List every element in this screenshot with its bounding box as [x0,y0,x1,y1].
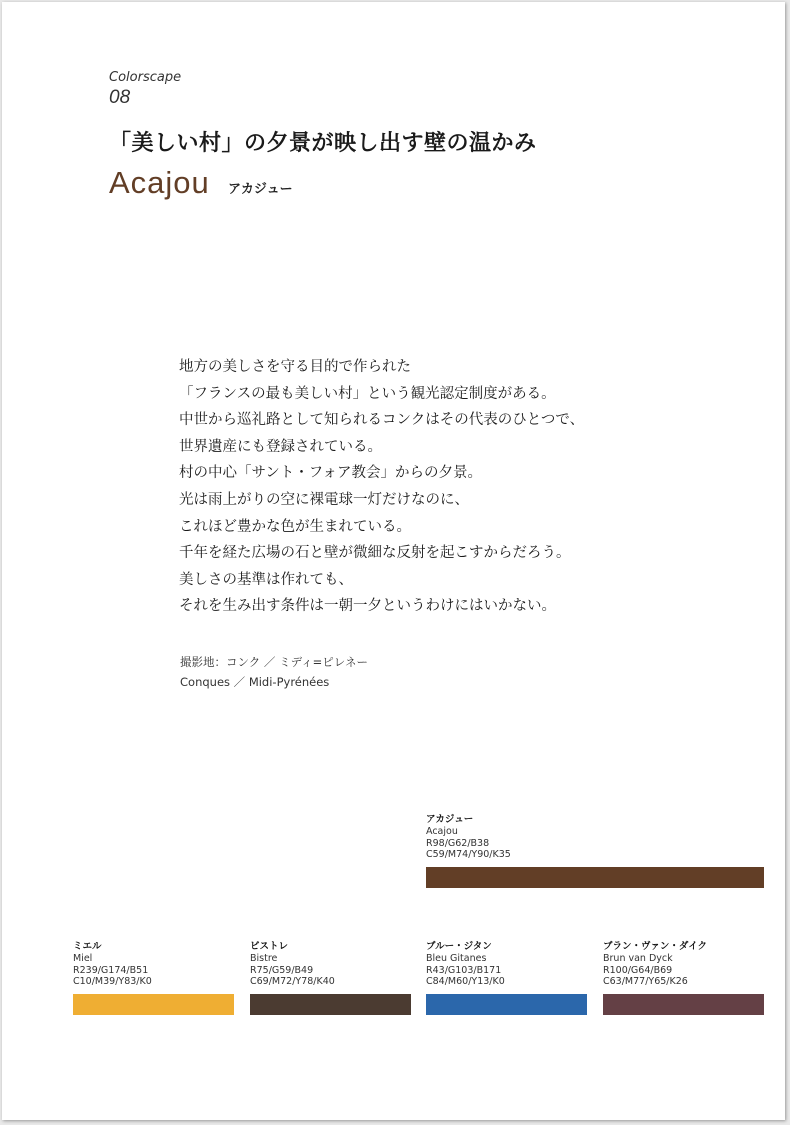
body-line: 「フランスの最も美しい村」という観光認定制度がある。 [179,385,556,402]
swatch-bistre-bar [250,994,411,1015]
location-ja: 撮影地：コンク ／ ミディ=ピレネー [180,655,368,669]
swatch-bistre-info [250,941,335,988]
swatch-main-bar [426,867,764,888]
body-line: 地方の美しさを守る目的で作られた [179,359,411,375]
body-line: 村の中心「サント・フォア教会」からの夕景。 [179,465,483,482]
swatch-main-info [426,814,511,861]
swatch-name-ja: アカジュー [426,814,474,825]
body-line: 美しさの基準は作れても、 [179,571,353,588]
issue-number: 08 [109,87,131,108]
swatch-rgb: R75/G59/B49 [250,964,314,976]
page [2,2,785,1120]
swatch-name: Brun van Dyck [603,952,673,964]
photo-location [180,652,368,692]
swatch-rgb: R239/G174/B51 [73,964,149,976]
color-name-ja: アカジュー [228,182,293,197]
swatch-cmyk: C59/M74/Y90/K35 [426,849,511,861]
swatch-name: Bistre [250,952,278,964]
swatch-name: Miel [73,952,93,964]
body-line: これほど豊かな色が生まれている。 [179,518,411,535]
swatch-rgb: R100/G64/B69 [603,964,673,976]
headline: 「美しい村」の夕景が映し出す壁の温かみ [109,130,537,156]
swatch-bleu-gitanes-info [426,941,505,988]
body-line: 千年を経た広場の石と壁が微細な反射を起こすからだろう。 [179,545,571,562]
body-line: 光は雨上がりの空に裸電球一灯だけなのに、 [179,491,469,508]
swatch-rgb: R98/G62/B38 [426,837,490,849]
swatch-miel-info [73,941,152,988]
swatch-cmyk: C10/M39/Y83/K0 [73,976,152,988]
body-line: それを生み出す条件は一朝一夕というわけにはいかない。 [179,598,556,615]
swatch-cmyk: C69/M72/Y78/K40 [250,976,335,988]
location-en: Conques ／ Midi-Pyrénées [180,675,330,689]
swatch-brun-van-dyck-info [603,941,707,988]
swatch-name: Acajou [426,825,458,837]
body-line: 中世から巡礼路として知られるコンクはその代表のひとつで、 [179,412,585,429]
swatch-name-ja: ブラン・ヴァン・ダイク [603,941,708,952]
swatch-brun-van-dyck-bar [603,994,764,1015]
swatch-cmyk: C84/M60/Y13/K0 [426,976,505,988]
body-line: 世界遺産にも登録されている。 [179,438,382,455]
series-label: Colorscape [109,70,182,85]
swatch-name-ja: ミエル [73,941,102,952]
swatch-bleu-gitanes-bar [426,994,587,1015]
swatch-cmyk: C63/M77/Y65/K26 [603,976,688,988]
swatch-name-ja: ブルー・ジタン [426,941,492,952]
color-name-en: Acajou [109,165,210,200]
swatch-miel-bar [73,994,234,1015]
swatch-rgb: R43/G103/B171 [426,964,502,976]
swatch-name-ja: ビストレ [250,941,289,952]
body-text [179,354,699,620]
swatch-name: Bleu Gitanes [426,952,487,964]
